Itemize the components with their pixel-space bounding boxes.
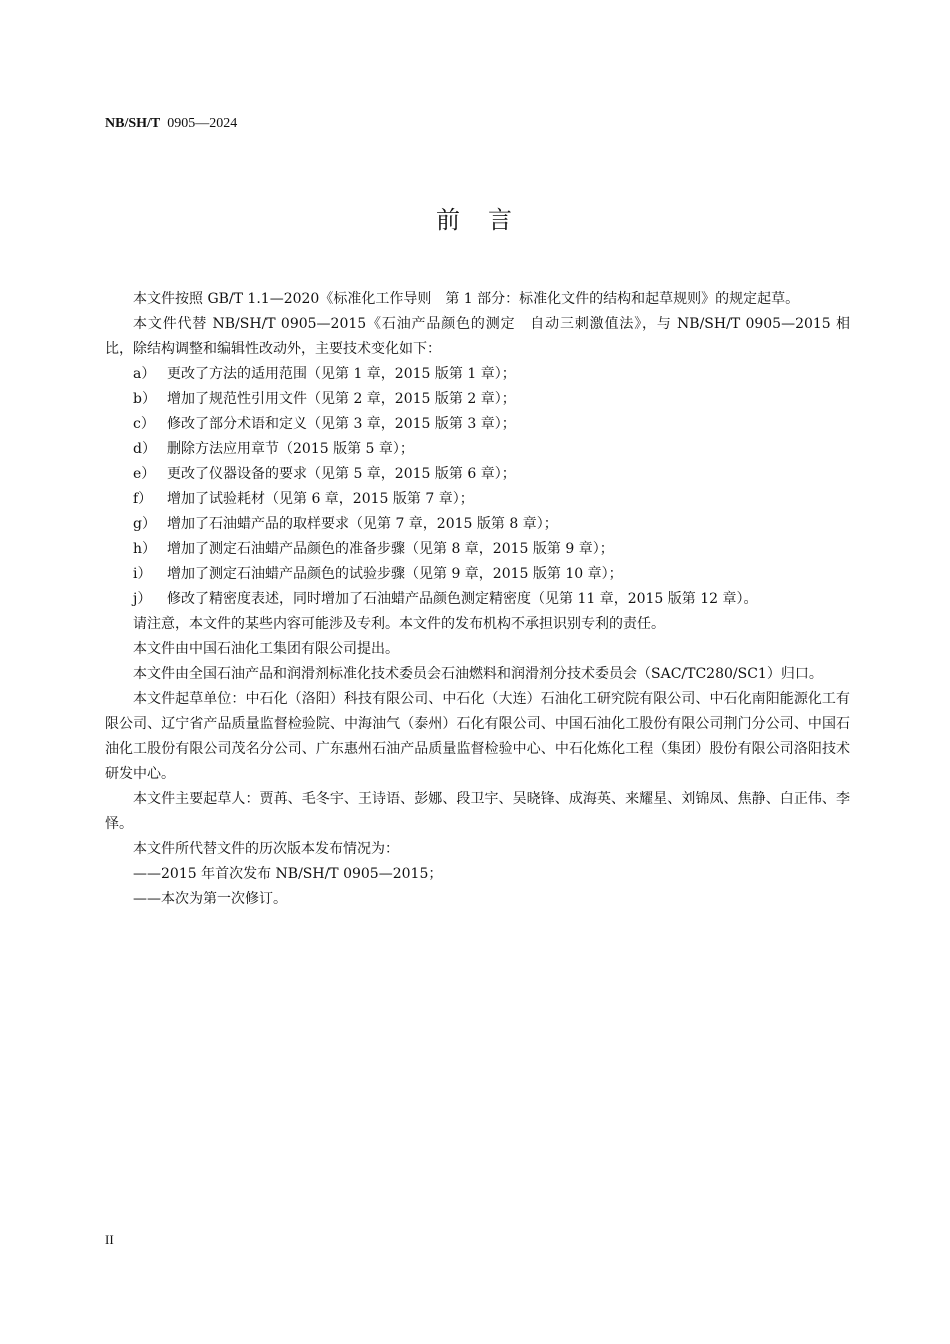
change-item-text: 修改了部分术语和定义（见第 3 章，2015 版第 3 章）； bbox=[167, 416, 516, 432]
document-code-number: 0905—2024 bbox=[167, 116, 238, 131]
drafting-units: 本文件起草单位：中石化（洛阳）科技有限公司、中石化（大连）石油化工研究院有限公司、中石化南阳能源化工有限公司、辽宁省产品质量监督检验院、中海油气（泰州）石化有限公司、中国石油化工股份有限公司荆门分公司、中国石油化工股份有限公司茂名分公司、广东惠州石油产品质量监督检验中心、中石化炼化工程（集团）股份有限公司洛阳技术研发中心。 bbox=[105, 691, 850, 782]
change-item-marker: f） bbox=[133, 491, 153, 507]
change-item bbox=[105, 562, 850, 587]
proposer-statement: 本文件由中国石油化工集团有限公司提出。 bbox=[133, 641, 399, 657]
document-code bbox=[105, 114, 237, 134]
change-item-text: 增加了测定石油蜡产品颜色的试验步骤（见第 9 章，2015 版第 10 章）； bbox=[167, 566, 623, 582]
change-item bbox=[105, 512, 850, 537]
patent-notice: 请注意，本文件的某些内容可能涉及专利。本文件的发布机构不承担识别专利的责任。 bbox=[133, 616, 665, 632]
history-item: ——2015 年首次发布 NB/SH/T 0905—2015； bbox=[133, 866, 443, 882]
page-number: II bbox=[105, 1232, 114, 1247]
change-item bbox=[105, 412, 850, 437]
change-item-marker: d） bbox=[133, 441, 156, 457]
history-heading: 本文件所代替文件的历次版本发布情况为： bbox=[133, 841, 399, 857]
change-item-text: 修改了精密度表述，同时增加了石油蜡产品颜色测定精密度（见第 11 章，2015 版第 12 章）。 bbox=[167, 591, 758, 607]
foreword-body bbox=[105, 287, 850, 912]
intro-paragraph: 本文件代替 NB/SH/T 0905—2015《石油产品颜色的测定 自动三刺激值法》，与 NB/SH/T 0905—2015 相比，除结构调整和编辑性改动外，主要技术变化如下： bbox=[105, 316, 850, 357]
change-item bbox=[105, 387, 850, 412]
change-item-text: 增加了测定石油蜡产品颜色的准备步骤（见第 8 章，2015 版第 9 章）； bbox=[167, 541, 614, 557]
intro-paragraph: 本文件按照 GB/T 1.1—2020《标准化工作导则 第 1 部分：标准化文件的结构和起草规则》的规定起草。 bbox=[133, 291, 800, 307]
change-item bbox=[105, 437, 850, 462]
change-item-text: 删除方法应用章节（2015 版第 5 章）； bbox=[167, 441, 414, 457]
change-item-marker: e） bbox=[133, 466, 156, 482]
change-item-marker: i） bbox=[133, 566, 152, 582]
history-item: ——本次为第一次修订。 bbox=[133, 891, 287, 907]
change-item-marker: a） bbox=[133, 366, 156, 382]
change-item-marker: c） bbox=[133, 416, 155, 432]
change-item-text: 增加了规范性引用文件（见第 2 章，2015 版第 2 章）； bbox=[167, 391, 516, 407]
change-item-marker: h） bbox=[133, 541, 157, 557]
change-item bbox=[105, 487, 850, 512]
document-code-prefix: NB/SH/T bbox=[105, 116, 161, 131]
drafters: 本文件主要起草人：贾苒、毛冬宇、王诗语、彭娜、段卫宇、吴晓锋、成海英、来耀星、刘锦凤、焦静、白正伟、李怿。 bbox=[105, 791, 850, 832]
change-item-text: 增加了试验耗材（见第 6 章，2015 版第 7 章）； bbox=[167, 491, 474, 507]
change-item bbox=[105, 587, 850, 612]
change-item bbox=[105, 537, 850, 562]
change-item-text: 增加了石油蜡产品的取样要求（见第 7 章，2015 版第 8 章）； bbox=[167, 516, 558, 532]
change-item-marker: j） bbox=[133, 591, 152, 607]
change-item-marker: g） bbox=[133, 516, 156, 532]
change-item bbox=[105, 462, 850, 487]
change-item-text: 更改了方法的适用范围（见第 1 章，2015 版第 1 章）； bbox=[167, 366, 516, 382]
page-title: 前 言 bbox=[436, 206, 514, 234]
change-item bbox=[105, 362, 850, 387]
change-item-marker: b） bbox=[133, 391, 156, 407]
committee-statement: 本文件由全国石油产品和润滑剂标准化技术委员会石油燃料和润滑剂分技术委员会（SAC/TC280/SC1）归口。 bbox=[133, 666, 823, 682]
change-item-text: 更改了仪器设备的要求（见第 5 章，2015 版第 6 章）； bbox=[167, 466, 516, 482]
